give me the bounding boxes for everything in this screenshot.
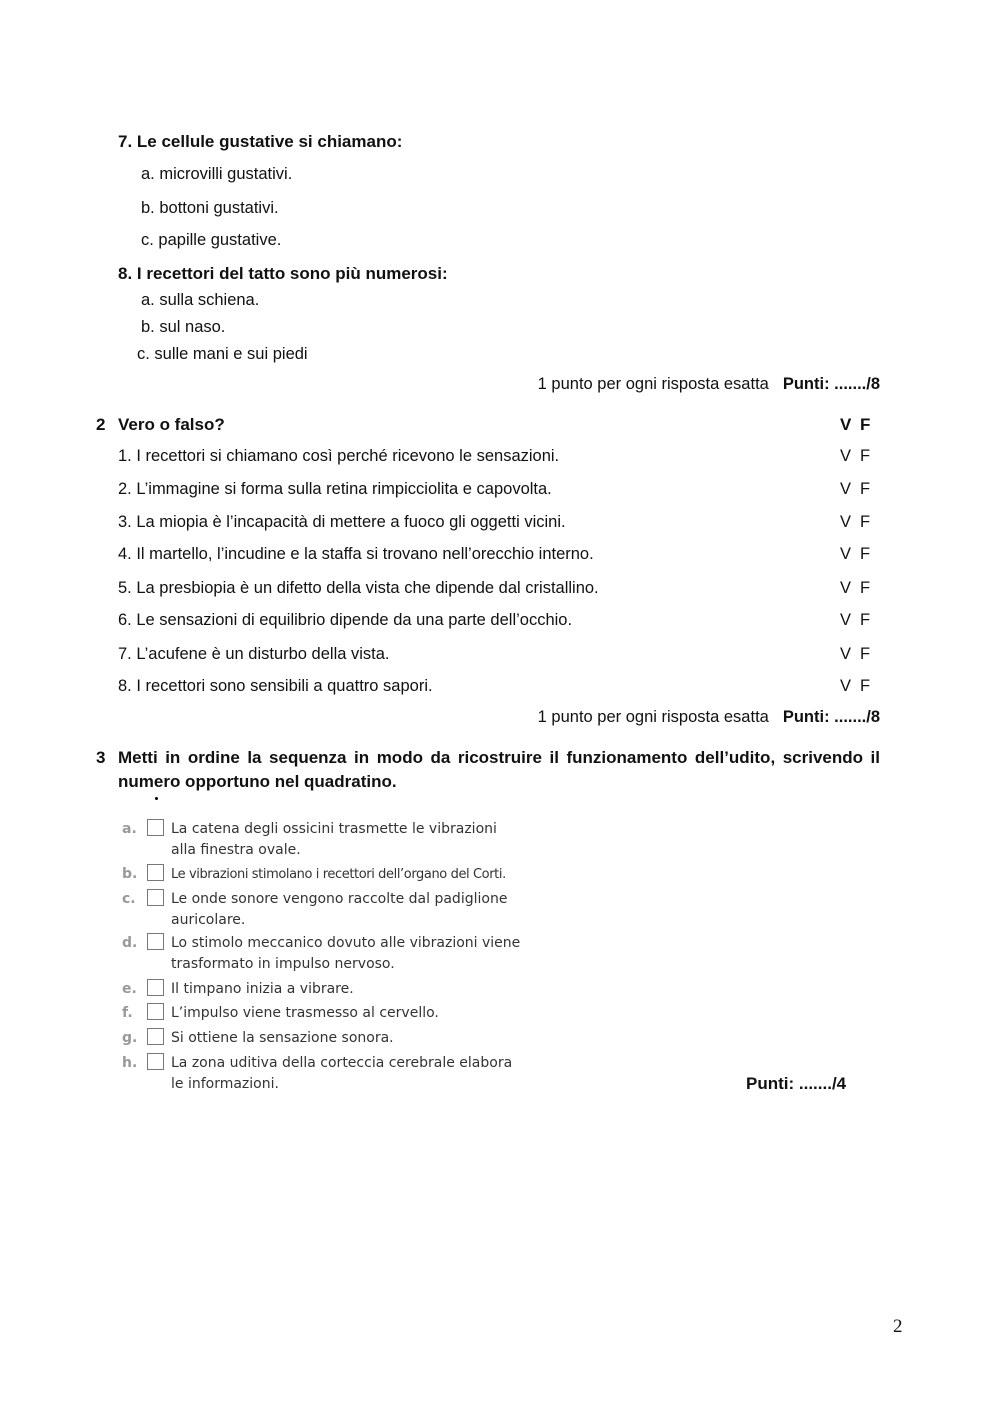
score-label-2: 1 punto per ogni risposta esatta xyxy=(537,708,769,726)
true-false-item-4: 4. Il martello, l’incudine e la staffa si trovano nell’orecchio interno. xyxy=(118,545,594,563)
false-option[interactable]: F xyxy=(860,480,871,498)
sequence-letter: g. xyxy=(122,1030,138,1046)
section-3-title: Metti in ordine la sequenza in modo da ricostruire il funzionamento dell’udito, scrivendo il numero opportuno nel quadratino. xyxy=(118,748,880,791)
page-number: 2 xyxy=(893,1316,903,1337)
true-false-choice-2 xyxy=(840,480,880,499)
sequence-item-c xyxy=(122,889,521,931)
question-7-option-c: c. papille gustative. xyxy=(141,231,282,249)
score-points-1: Punti: ......./8 xyxy=(782,375,880,393)
section-3-heading xyxy=(96,746,880,794)
section-2-number: 2 xyxy=(96,415,106,434)
true-option[interactable]: V xyxy=(840,611,852,629)
true-false-item-7: 7. L’acufene è un disturbo della vista. xyxy=(118,645,390,663)
sequence-letter: b. xyxy=(122,866,138,882)
sequence-letter: e. xyxy=(122,981,137,997)
false-option[interactable]: F xyxy=(860,513,871,531)
sequence-item-b xyxy=(122,864,541,885)
false-option[interactable]: F xyxy=(860,645,871,663)
sequence-item-a xyxy=(122,819,521,861)
true-false-item-2: 2. L’immagine si forma sulla retina rimpicciolita e capovolta. xyxy=(118,480,552,498)
score-points-2: Punti: ......./8 xyxy=(782,708,880,726)
question-7-option-a: a. microvilli gustativi. xyxy=(141,165,293,183)
question-7-title: 7. Le cellule gustative si chiamano: xyxy=(118,132,403,151)
sequence-letter: f. xyxy=(122,1005,133,1021)
sequence-text: Il timpano inizia a vibrare. xyxy=(171,981,354,997)
sequence-text: L’impulso viene trasmesso al cervello. xyxy=(171,1005,439,1021)
answer-checkbox[interactable] xyxy=(147,1053,164,1070)
true-option[interactable]: V xyxy=(840,677,852,695)
sequence-letter: d. xyxy=(122,935,138,951)
question-8-option-c: c. sulle mani e sui piedi xyxy=(137,345,308,363)
answer-checkbox[interactable] xyxy=(147,1003,164,1020)
score-points-3: Punti: ......./4 xyxy=(746,1074,847,1093)
sequence-item-h xyxy=(122,1053,521,1095)
false-option[interactable]: F xyxy=(860,545,871,563)
answer-checkbox[interactable] xyxy=(147,819,164,836)
sequence-item-g xyxy=(122,1028,521,1049)
sequence-letter: c. xyxy=(122,891,136,907)
true-false-item-3: 3. La miopia è l’incapacità di mettere a fuoco gli oggetti vicini. xyxy=(118,513,566,531)
sequence-text: Le onde sonore vengono raccolte dal padiglione auricolare. xyxy=(171,891,508,928)
question-8-title: 8. I recettori del tatto sono più numerosi: xyxy=(118,264,448,283)
true-option[interactable]: V xyxy=(840,545,852,563)
true-false-choice-4 xyxy=(840,545,880,564)
score-line-1 xyxy=(538,375,880,394)
answer-checkbox[interactable] xyxy=(147,979,164,996)
true-false-item-1: 1. I recettori si chiamano così perché ricevono le sensazioni. xyxy=(118,447,560,465)
true-false-choice-8 xyxy=(840,677,880,696)
answer-checkbox[interactable] xyxy=(147,1028,164,1045)
sequence-letter: a. xyxy=(122,821,137,837)
stray-dot xyxy=(155,797,158,800)
sequence-item-f xyxy=(122,1003,521,1024)
true-false-item-8: 8. I recettori sono sensibili a quattro sapori. xyxy=(118,677,433,695)
sequence-text: Le vibrazioni stimolano i recettori dell’organo del Corti. xyxy=(171,867,506,882)
true-option[interactable]: V xyxy=(840,480,852,498)
sequence-letter: h. xyxy=(122,1055,138,1071)
true-false-choice-7 xyxy=(840,645,880,664)
true-option[interactable]: V xyxy=(840,447,852,465)
question-7-option-b: b. bottoni gustativi. xyxy=(141,199,279,217)
false-option[interactable]: F xyxy=(860,447,871,465)
section-3-number: 3 xyxy=(96,748,106,767)
section-2-title: Vero o falso? xyxy=(118,415,225,434)
false-option[interactable]: F xyxy=(860,579,871,597)
score-line-2 xyxy=(538,708,880,727)
answer-checkbox[interactable] xyxy=(147,933,164,950)
score-label-1: 1 punto per ogni risposta esatta xyxy=(537,375,769,393)
sequence-text: Lo stimolo meccanico dovuto alle vibrazioni viene trasformato in impulso nervoso. xyxy=(171,935,521,972)
question-8-option-b: b. sul naso. xyxy=(141,318,226,336)
true-false-item-5: 5. La presbiopia è un difetto della vista che dipende dal cristallino. xyxy=(118,579,599,597)
answer-checkbox[interactable] xyxy=(147,864,164,881)
true-option[interactable]: V xyxy=(840,645,852,663)
sequence-text: Si ottiene la sensazione sonora. xyxy=(171,1030,394,1046)
true-false-item-6: 6. Le sensazioni di equilibrio dipende da una parte dell’occhio. xyxy=(118,611,573,629)
question-8-option-a: a. sulla schiena. xyxy=(141,291,260,309)
true-option[interactable]: V xyxy=(840,579,852,597)
true-option[interactable]: V xyxy=(840,513,852,531)
true-false-choice-1 xyxy=(840,447,880,466)
true-false-header xyxy=(840,415,880,435)
sequence-item-d xyxy=(122,933,521,975)
sequence-item-e xyxy=(122,979,521,1000)
true-false-choice-6 xyxy=(840,611,880,630)
true-header: V xyxy=(840,415,852,434)
sequence-text: La catena degli ossicini trasmette le vibrazioni alla finestra ovale. xyxy=(171,821,497,858)
sequence-text: La zona uditiva della corteccia cerebrale elabora le informazioni. xyxy=(171,1055,513,1092)
false-header: F xyxy=(860,415,871,434)
true-false-choice-5 xyxy=(840,579,880,598)
true-false-choice-3 xyxy=(840,513,880,532)
answer-checkbox[interactable] xyxy=(147,889,164,906)
false-option[interactable]: F xyxy=(860,677,871,695)
false-option[interactable]: F xyxy=(860,611,871,629)
